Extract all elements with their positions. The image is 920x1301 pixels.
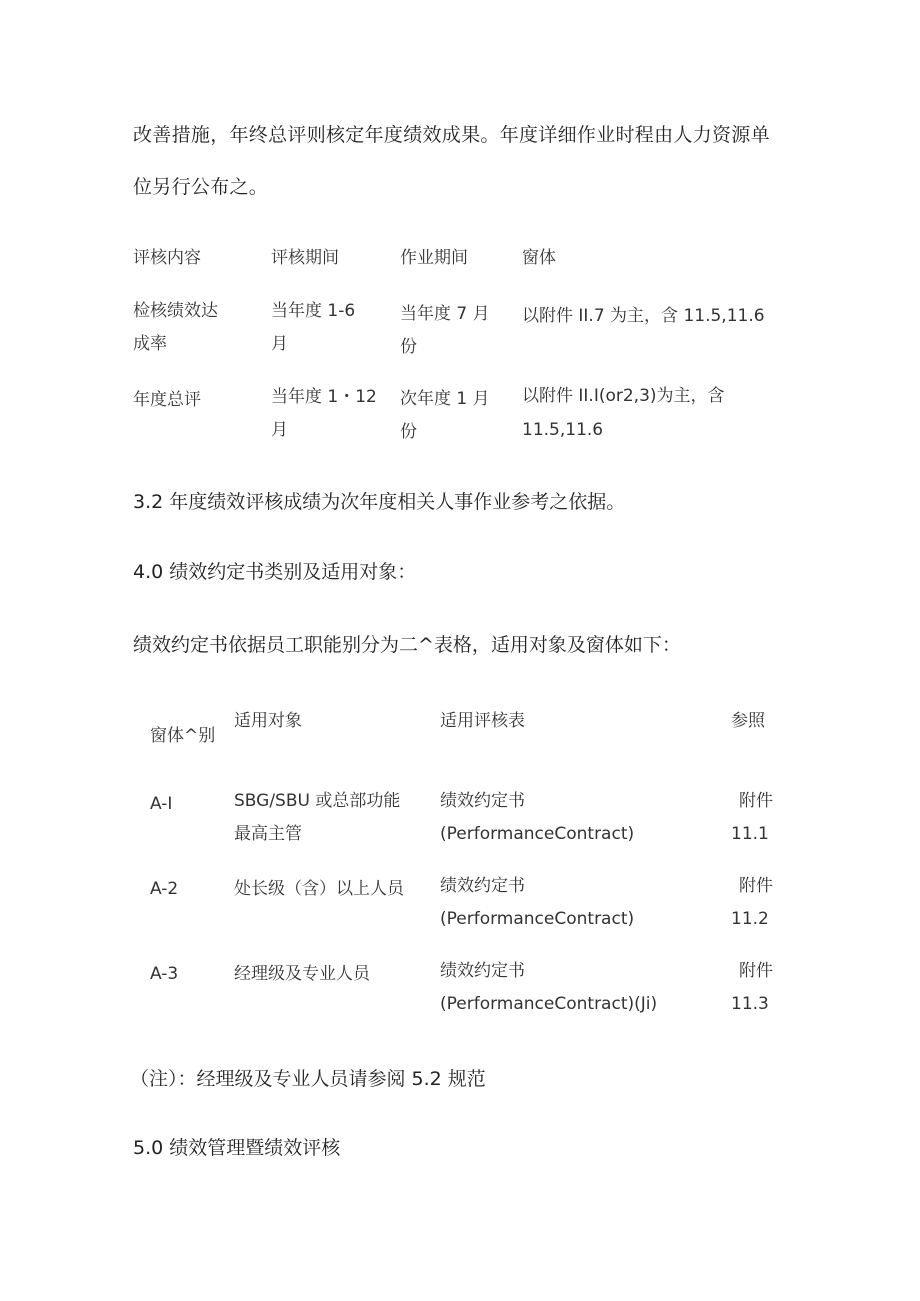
form-row-3-ref-a: 附件 xyxy=(739,961,773,981)
schedule-header-content: 评核内容 xyxy=(133,248,201,268)
section-5-0-heading: 5.0 绩效管理暨绩效评核 xyxy=(133,1137,341,1159)
schedule-row-2-period-a: 当年度 1・12 xyxy=(271,387,377,407)
form-row-3-form-a: 绩效约定书 xyxy=(440,961,525,981)
form-row-3-code: A-3 xyxy=(150,964,179,984)
schedule-header-form: 窗体 xyxy=(522,248,556,268)
form-row-1-form-b: (PerformanceContract) xyxy=(440,824,635,844)
intro-line-1: 改善措施，年终总评则核定年度绩效成果。年度详细作业时程由人力资源单 xyxy=(133,124,770,146)
note: （注）：经理级及专业人员请参阅 5.2 规范 xyxy=(130,1068,486,1090)
schedule-row-2-content: 年度总评 xyxy=(133,390,201,410)
schedule-row-1-work-a: 当年度 7 月 xyxy=(400,304,490,324)
schedule-row-2-period-b: 月 xyxy=(271,420,288,440)
schedule-header-work: 作业期间 xyxy=(400,248,468,268)
form-row-2-ref-a: 附件 xyxy=(739,876,773,896)
schedule-row-2-work-b: 份 xyxy=(400,422,417,442)
schedule-row-1-work-b: 份 xyxy=(400,337,417,357)
schedule-row-1-period-b: 月 xyxy=(271,334,288,354)
form-row-1-ref-b: 11.1 xyxy=(731,824,769,844)
form-header-target: 适用对象 xyxy=(234,711,302,731)
form-header-form: 适用评核表 xyxy=(440,711,525,731)
section-4-0-heading: 4.0 绩效约定书类别及适用对象： xyxy=(133,561,417,583)
form-row-3-target: 经理级及专业人员 xyxy=(234,964,370,984)
schedule-row-1-content-a: 检核绩效达 xyxy=(133,301,218,321)
form-row-1-target-b: 最高主管 xyxy=(234,824,302,844)
form-row-2-form-a: 绩效约定书 xyxy=(440,876,525,896)
form-row-2-code: A-2 xyxy=(150,879,179,899)
form-row-1-code: A-I xyxy=(150,794,173,814)
form-header-type: 窗体^别 xyxy=(150,726,216,746)
form-row-1-ref-a: 附件 xyxy=(739,791,773,811)
form-row-2-form-b: (PerformanceContract) xyxy=(440,909,635,929)
section-3-2: 3.2 年度绩效评核成绩为次年度相关人事作业参考之依据。 xyxy=(133,491,626,513)
schedule-row-1-content-b: 成率 xyxy=(133,334,167,354)
form-row-1-target-a: SBG/SBU 或总部功能 xyxy=(234,791,401,811)
schedule-header-period: 评核期间 xyxy=(271,248,339,268)
form-row-3-form-b: (PerformanceContract)(Ji) xyxy=(440,994,658,1014)
intro-line-2: 位另行公布之。 xyxy=(133,176,269,198)
schedule-row-1-period-a: 当年度 1-6 xyxy=(271,301,356,321)
schedule-row-2-work-a: 次年度 1 月 xyxy=(400,389,490,409)
schedule-row-2-form-a: 以附件 II.I(or2,3)为主，含 xyxy=(522,386,725,406)
schedule-row-2-form-b: 11.5,11.6 xyxy=(522,420,604,440)
form-header-ref: 参照 xyxy=(731,711,765,731)
schedule-row-1-form: 以附件 II.7 为主，含 11.5,11.6 xyxy=(522,306,765,326)
form-row-1-form-a: 绩效约定书 xyxy=(440,791,525,811)
form-row-3-ref-b: 11.3 xyxy=(731,994,769,1014)
form-row-2-target: 处长级（含）以上人员 xyxy=(234,879,404,899)
form-row-2-ref-b: 11.2 xyxy=(731,909,769,929)
section-4-0-description: 绩效约定书依据员工职能别分为二^表格，适用对象及窗体如下： xyxy=(133,634,681,656)
